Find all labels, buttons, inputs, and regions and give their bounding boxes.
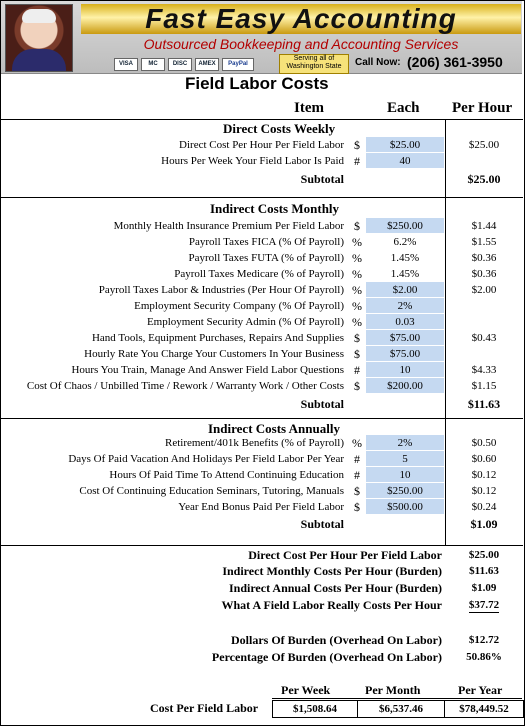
row-label: Hand Tools, Equipment Purchases, Repairs And Supplies: [91, 332, 344, 344]
per-hour-value: $0.43: [471, 332, 497, 344]
row-label: Retirement/401k Benefits (% of Payroll): [164, 437, 344, 449]
summary-label: Direct Cost Per Hour Per Field Labor: [248, 548, 442, 562]
subtotal-row: [0, 515, 525, 533]
table-row: [0, 435, 525, 451]
total-per-week: $1,508.64: [272, 700, 358, 718]
input-cell[interactable]: 2%: [366, 435, 444, 451]
table-row: [0, 250, 525, 266]
unit-symbol: $: [354, 484, 360, 498]
unit-symbol: %: [352, 315, 362, 329]
visa-card-icon: VISA: [114, 58, 138, 71]
table-row: [0, 483, 525, 499]
subtotal-row: [0, 170, 525, 188]
table-row: [0, 298, 525, 314]
table-row: [0, 218, 525, 234]
column-header-per-hour: Per Hour: [452, 100, 513, 116]
totals-header-month: Per Month: [365, 683, 421, 697]
burden-value: $12.72: [468, 634, 500, 646]
amex-card-icon: AMEX: [195, 58, 219, 71]
section-heading-annual: Indirect Costs Annually: [208, 421, 340, 436]
table-row: [0, 282, 525, 298]
row-label: Payroll Taxes FUTA (% of Payroll): [188, 252, 344, 264]
unit-symbol: %: [352, 267, 362, 281]
owner-photo: [5, 4, 73, 72]
per-hour-value: $1.44: [471, 220, 497, 232]
per-hour-value: $25.00: [468, 139, 500, 151]
per-hour-value: $2.00: [471, 284, 497, 296]
input-cell[interactable]: 5: [366, 451, 444, 467]
input-cell[interactable]: $75.00: [366, 330, 444, 346]
unit-symbol: $: [354, 219, 360, 233]
serving-area: Serving all of Washington State: [279, 54, 349, 74]
brand-name: Fast Easy Accounting: [81, 4, 521, 34]
totals-header-year: Per Year: [458, 683, 503, 697]
input-cell[interactable]: 10: [366, 467, 444, 483]
unit-symbol: $: [354, 500, 360, 514]
unit-symbol: %: [352, 235, 362, 249]
table-row: [0, 314, 525, 330]
unit-symbol: $: [354, 347, 360, 361]
unit-symbol: %: [352, 283, 362, 297]
input-cell[interactable]: $25.00: [366, 137, 444, 153]
summary-value: $1.09: [471, 582, 497, 594]
unit-symbol: #: [354, 154, 360, 168]
row-label: Hours You Train, Manage And Answer Field Labor Questions: [71, 364, 344, 376]
per-hour-value: $0.50: [471, 437, 497, 449]
input-cell[interactable]: 0.03: [366, 314, 444, 330]
total-per-year: $78,449.52: [444, 700, 524, 718]
per-hour-value: $0.12: [471, 485, 497, 497]
table-row: [0, 499, 525, 515]
input-cell[interactable]: 10: [366, 362, 444, 378]
per-hour-value: $4.33: [471, 364, 497, 376]
burden-value: 50.86%: [466, 651, 502, 663]
subtotal-value: $25.00: [467, 172, 501, 186]
input-cell[interactable]: $250.00: [366, 218, 444, 234]
subtotal-label: Subtotal: [300, 172, 344, 186]
divider: [272, 698, 522, 699]
row-label: Employment Security Company (% Of Payroll): [134, 300, 344, 312]
page-title: Field Labor Costs: [185, 74, 329, 93]
table-row: [0, 362, 525, 378]
input-cell[interactable]: $75.00: [366, 346, 444, 362]
subtotal-row: [0, 395, 525, 413]
input-cell[interactable]: $2.00: [366, 282, 444, 298]
phone-number[interactable]: (206) 361-3950: [407, 54, 503, 70]
table-row: [0, 378, 525, 394]
row-label: Employment Security Admin (% Of Payroll): [146, 316, 344, 328]
discover-card-icon: DISC: [168, 58, 192, 71]
row-label: Hourly Rate You Charge Your Customers In Your Business: [84, 348, 344, 360]
unit-symbol: #: [354, 452, 360, 466]
row-label: Direct Cost Per Hour Per Field Labor: [179, 139, 344, 151]
unit-symbol: %: [352, 251, 362, 265]
input-cell[interactable]: 6.2%: [366, 234, 444, 250]
table-row: [0, 266, 525, 282]
row-label: Hours Per Week Your Field Labor Is Paid: [161, 155, 344, 167]
table-row: [0, 153, 525, 169]
section-heading-weekly: Direct Costs Weekly: [223, 121, 336, 136]
unit-symbol: %: [352, 299, 362, 313]
burden-label: Percentage Of Burden (Overhead On Labor): [211, 650, 442, 664]
call-now-label: Call Now:: [355, 57, 401, 68]
unit-symbol: #: [354, 363, 360, 377]
row-label: Payroll Taxes FICA (% Of Payroll): [188, 236, 344, 248]
input-cell[interactable]: $500.00: [366, 499, 444, 515]
totals-label: Cost Per Field Labor: [150, 701, 259, 715]
subtotal-label: Subtotal: [300, 397, 344, 411]
table-row: [0, 346, 525, 362]
unit-symbol: #: [354, 468, 360, 482]
input-cell[interactable]: 1.45%: [366, 266, 444, 282]
table-row: [0, 234, 525, 250]
burden-label: Dollars Of Burden (Overhead On Labor): [230, 633, 442, 647]
row-label: Payroll Taxes Medicare (% of Payroll): [174, 268, 344, 280]
totals-header-week: Per Week: [281, 683, 331, 697]
per-hour-value: $0.36: [471, 252, 497, 264]
per-hour-value: $0.36: [471, 268, 497, 280]
tagline: Outsourced Bookkeeping and Accounting Services: [143, 36, 459, 52]
per-hour-value: $0.24: [471, 501, 497, 513]
unit-symbol: $: [354, 331, 360, 345]
summary-value: [446, 596, 522, 614]
subtotal-value: $11.63: [467, 397, 501, 411]
input-cell[interactable]: $250.00: [366, 483, 444, 499]
table-row: [0, 467, 525, 483]
unit-symbol: $: [354, 379, 360, 393]
row-label: Payroll Taxes Labor & Industries (Per Hour Of Payroll): [98, 284, 344, 296]
table-row: [0, 330, 525, 346]
paypal-icon: PayPal: [222, 58, 254, 71]
row-label: Hours Of Paid Time To Attend Continuing Education: [109, 469, 344, 481]
per-hour-value: $1.15: [471, 380, 497, 392]
summary-label: Indirect Monthly Costs Per Hour (Burden): [222, 564, 442, 578]
per-hour-value: $1.55: [471, 236, 497, 248]
per-hour-value: $0.12: [471, 469, 497, 481]
total-per-month: $6,537.46: [357, 700, 445, 718]
subtotal-label: Subtotal: [300, 517, 344, 531]
input-cell[interactable]: 2%: [366, 298, 444, 314]
column-header-item: Item: [294, 100, 324, 116]
unit-symbol: $: [354, 138, 360, 152]
header-banner: [1, 1, 522, 74]
section-heading-monthly: Indirect Costs Monthly: [210, 201, 340, 216]
row-label: Cost Of Chaos / Unbilled Time / Rework / Warranty Work / Other Costs: [26, 380, 344, 392]
input-cell[interactable]: 40: [366, 153, 444, 169]
per-hour-value: $0.60: [471, 453, 497, 465]
mastercard-icon: MC: [141, 58, 165, 71]
summary-value: $25.00: [468, 549, 500, 561]
subtotal-value: $1.09: [470, 517, 498, 531]
row-label: Monthly Health Insurance Premium Per Field Labor: [113, 220, 344, 232]
column-header-each: Each: [387, 100, 420, 116]
summary-label: Indirect Annual Costs Per Hour (Burden): [228, 581, 442, 595]
grand-total-value: $37.72: [468, 599, 500, 611]
table-row: [0, 451, 525, 467]
payment-cards: [114, 58, 254, 71]
summary-value: $11.63: [469, 565, 499, 577]
row-label: Cost Of Continuing Education Seminars, Tutoring, Manuals: [79, 485, 344, 497]
summary-label: What A Field Labor Really Costs Per Hour: [221, 598, 442, 612]
table-row: [0, 137, 525, 153]
input-cell[interactable]: $200.00: [366, 378, 444, 394]
input-cell[interactable]: 1.45%: [366, 250, 444, 266]
row-label: Year End Bonus Paid Per Field Labor: [178, 501, 344, 513]
row-label: Days Of Paid Vacation And Holidays Per Field Labor Per Year: [68, 453, 344, 465]
unit-symbol: %: [352, 436, 362, 450]
